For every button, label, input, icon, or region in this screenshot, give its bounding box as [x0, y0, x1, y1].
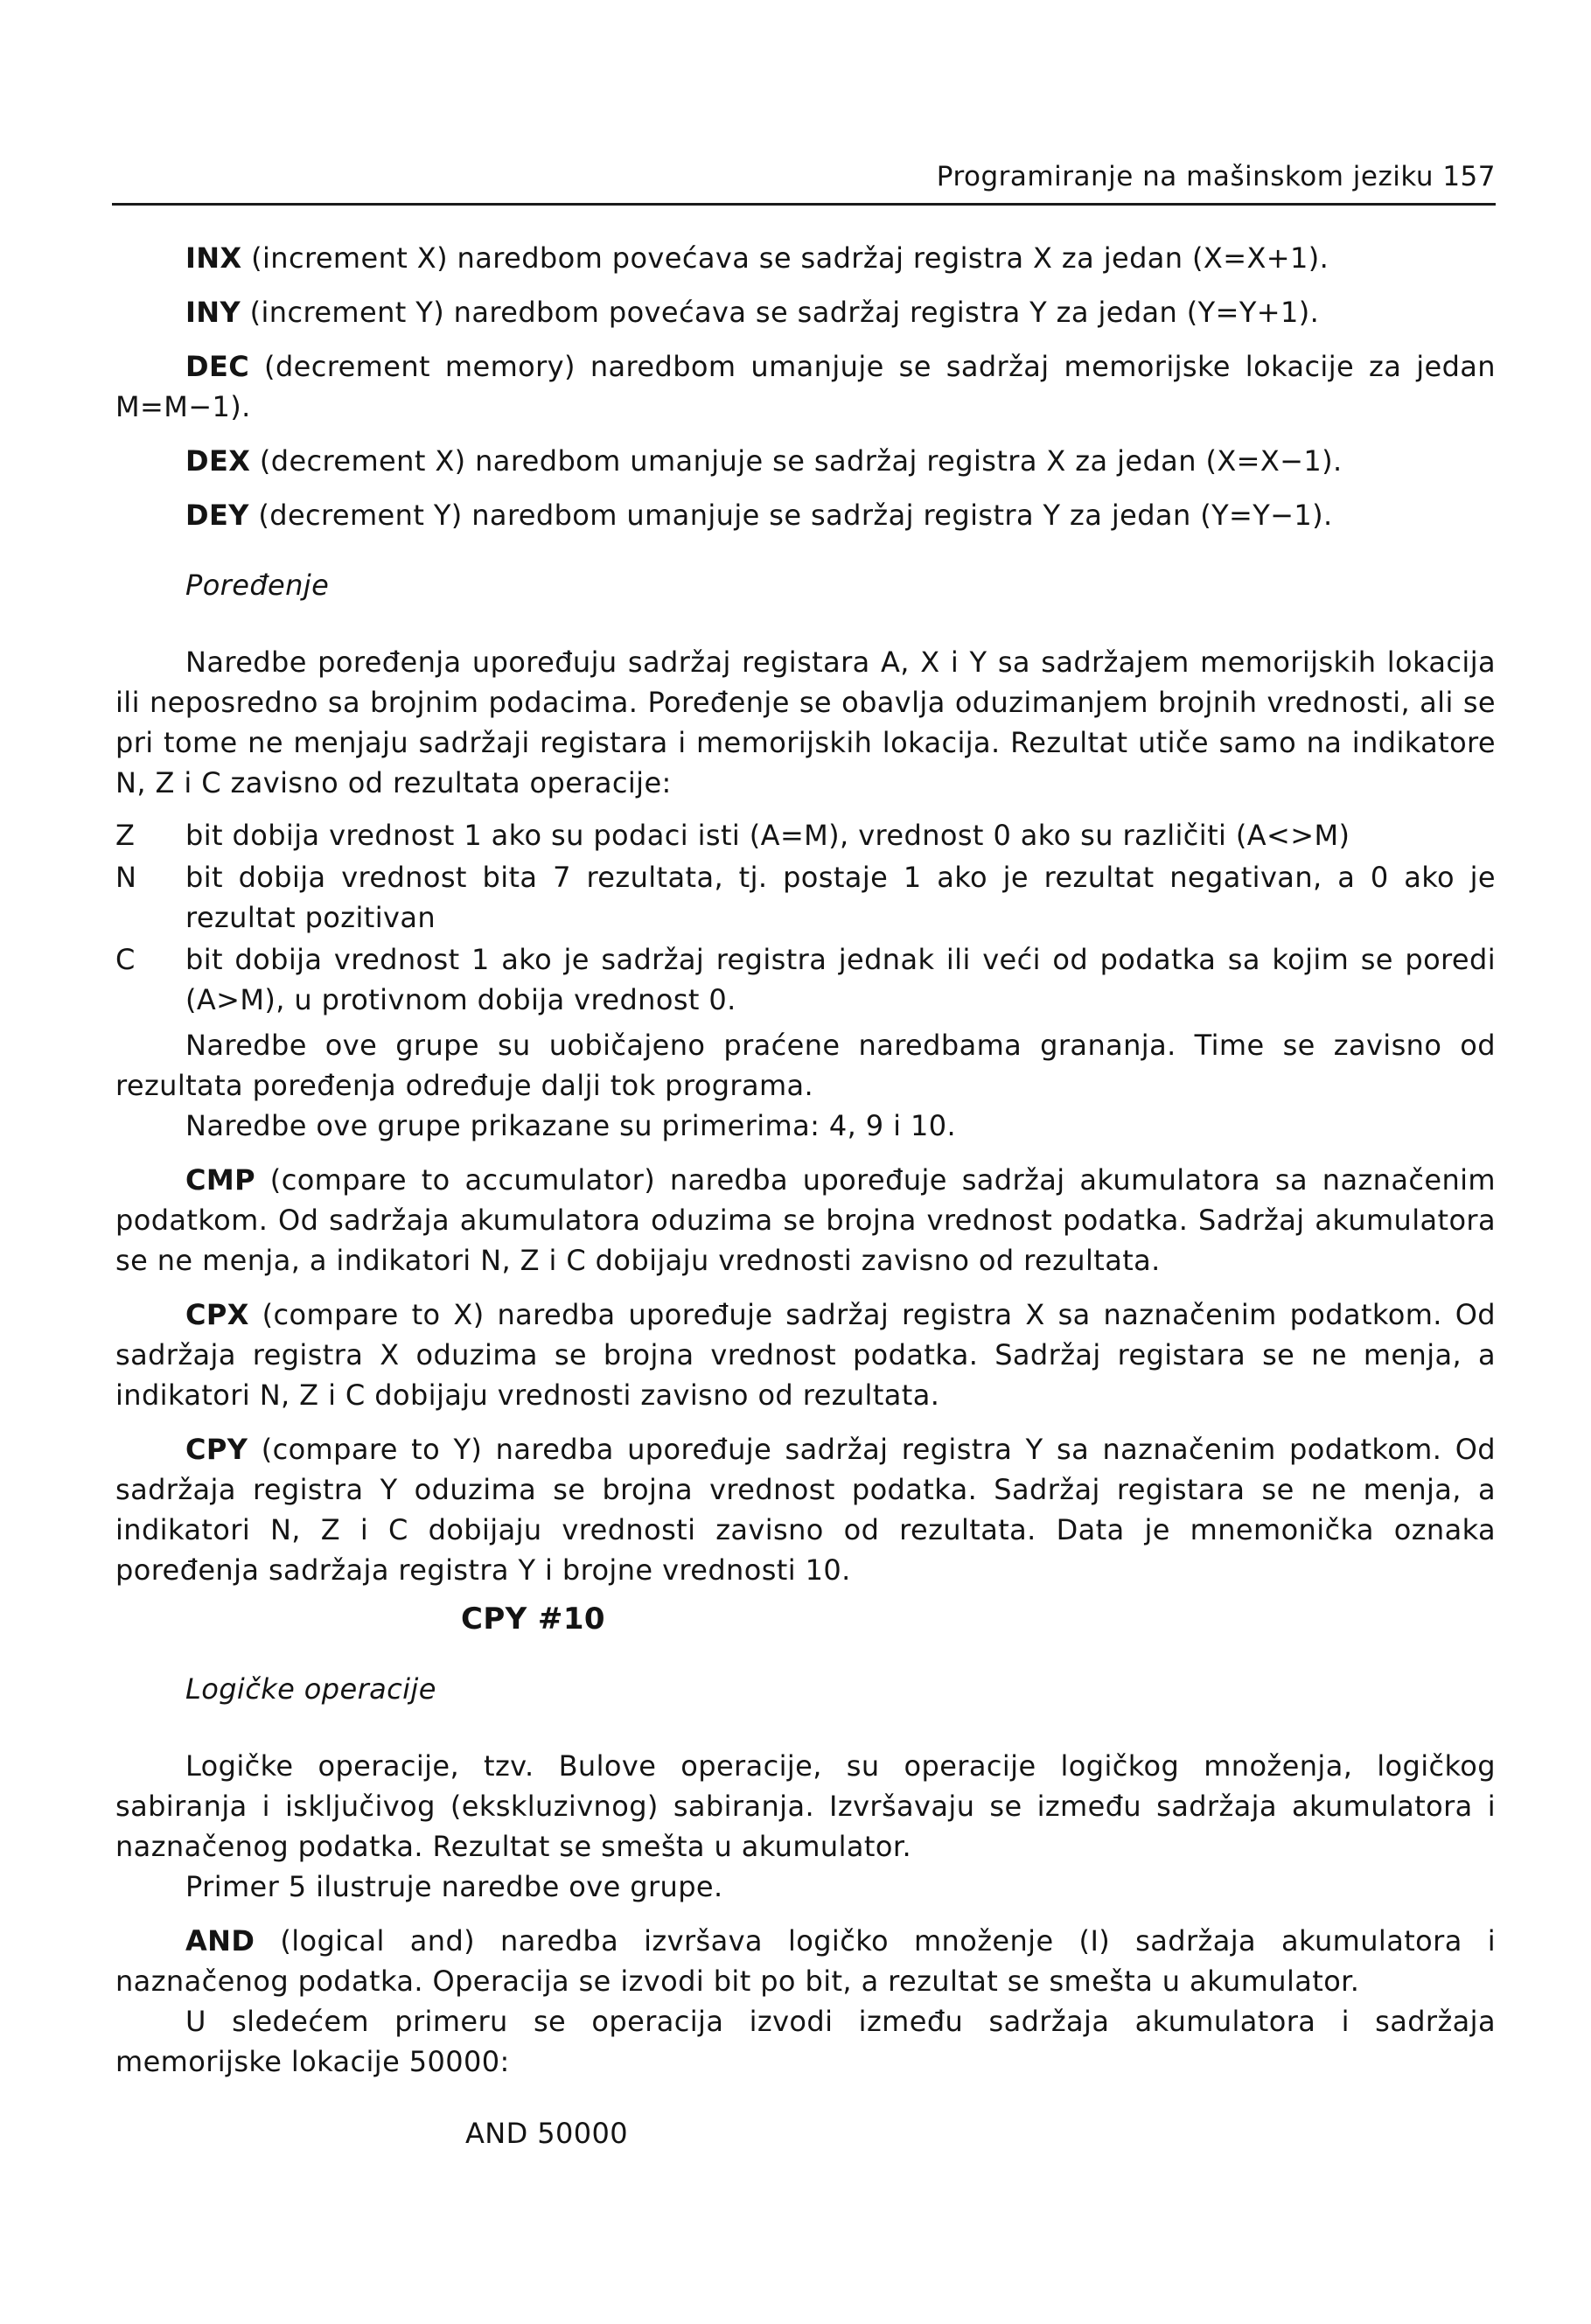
para-inx: [115, 238, 1496, 278]
keyword-dey: DEY: [185, 499, 249, 532]
code-example-and: AND 50000: [465, 2117, 629, 2150]
flag-item-z: [115, 815, 1496, 855]
para-branching-note: Naredbe ove grupe su uobičajeno praćene naredbama grananja. Time se zavisno od rezultata poređenja određuje dalji tok programa.: [115, 1029, 1496, 1102]
para-cpx: [115, 1295, 1496, 1415]
running-head: Programiranje na mašinskom jeziku 157: [936, 161, 1496, 192]
text-iny: (increment Y) naredbom povećava se sadržaj registra Y za jedan (Y=Y+1).: [241, 296, 1320, 329]
flag-description: bit dobija vrednost 1 ako je sadržaj registra jednak ili veći od podatka sa kojim se poredi (A>M), u protivnom dobija vrednost 0.: [185, 943, 1496, 1016]
text-dec: (decrement memory) naredbom umanjuje se sadržaj memorijske lokacije za jedan M=M−1).: [115, 350, 1496, 423]
para-comparison-intro: Naredbe poređenja upoređuju sadržaj registara A, X i Y sa sadržajem memorijskih lokacija ili neposredno sa brojnim podacima. Poređenje se obavlja oduzimanjem brojnih vrednosti, ali se pri tome ne menjaju sadržaji registara i memorijskih lokacija. Rezultat utiče samo na indikatore N, Z i C zavisno od rezultata operacije:: [115, 646, 1496, 799]
text-cpy: (compare to Y) naredba upoređuje sadržaj registra Y sa naznačenim podatkom. Od sadržaja registra Y oduzima se brojna vrednost podatka. Sadržaj registara se ne menja, a indikatori N, Z i C dobijaju vrednosti zavisno od rezultata. Data je mnemonička oznaka poređenja sadržaja registra Y i brojne vrednosti 10.: [115, 1433, 1496, 1587]
flag-letter: N: [115, 861, 137, 894]
para-logic-intro: Logičke operacije, tzv. Bulove operacije, su operacije logičkog množenja, logičkog sabiranja i isključivog (ekskluzivnog) sabiranja. Izvršavaju se između sadržaja akumulatora i naznačenog podatka. Rezultat se smešta u akumulator.: [115, 1749, 1496, 1863]
keyword-cmp: CMP: [185, 1163, 255, 1197]
keyword-dec: DEC: [185, 350, 250, 383]
flag-letter: C: [115, 943, 136, 976]
text-dey: (decrement Y) naredbom umanjuje se sadržaj registra Y za jedan (Y=Y−1).: [248, 499, 1333, 532]
para-dey: [115, 495, 1496, 535]
page-header: [112, 157, 1496, 206]
para-and-example: U sledećem primeru se operacija izvodi između sadržaja akumulatora i sadržaja memorijske lokacije 50000:: [115, 2005, 1496, 2078]
para-and: [115, 1921, 1496, 2001]
text-inx: (increment X) naredbom povećava se sadržaj registra X za jedan (X=X+1).: [241, 241, 1329, 275]
code-example-cpy: CPY #10: [461, 1602, 605, 1637]
para-logic-example-note: Primer 5 ilustruje naredbe ove grupe.: [185, 1870, 723, 1903]
para-examples-note: Naredbe ove grupe prikazane su primerima: 4, 9 i 10.: [185, 1109, 957, 1142]
keyword-cpy: CPY: [185, 1433, 248, 1466]
page-content: [115, 238, 1496, 2153]
flag-letter: Z: [115, 819, 136, 852]
flag-list: [115, 815, 1496, 1020]
para-dec: [115, 346, 1496, 427]
flag-item-c: [115, 939, 1496, 1020]
text-cpx: (compare to X) naredba upoređuje sadržaj registra X sa naznačenim podatkom. Od sadržaja registra X oduzima se brojna vrednost podatka. Sadržaj registara se ne menja, a indikatori N, Z i C dobijaju vrednosti zavisno od rezultata.: [115, 1298, 1496, 1412]
flag-description: bit dobija vrednost 1 ako su podaci isti (A=M), vrednost 0 ako su različiti (A<>M): [185, 819, 1350, 852]
para-cmp: [115, 1160, 1496, 1281]
text-dex: (decrement X) naredbom umanjuje se sadržaj registra X za jedan (X=X−1).: [250, 444, 1343, 478]
section-heading-logic: Logičke operacije: [185, 1672, 436, 1706]
keyword-iny: INY: [185, 296, 241, 329]
flag-description: bit dobija vrednost bita 7 rezultata, tj. postaje 1 ako je rezultat negativan, a 0 ako je rezultat pozitivan: [185, 861, 1496, 934]
section-heading-comparison: Poređenje: [185, 569, 330, 602]
keyword-dex: DEX: [185, 444, 251, 478]
keyword-and: AND: [185, 1924, 255, 1958]
keyword-inx: INX: [185, 241, 242, 275]
text-and: (logical and) naredba izvršava logičko množenje (I) sadržaja akumulatora i naznačenog podatka. Operacija se izvodi bit po bit, a rezultat se smešta u akumulator.: [115, 1924, 1496, 1998]
keyword-cpx: CPX: [185, 1298, 249, 1331]
para-dex: [115, 441, 1496, 481]
para-cpy: [115, 1429, 1496, 1590]
para-iny: [115, 292, 1496, 332]
text-cmp: (compare to accumulator) naredba upoređuje sadržaj akumulatora sa naznačenim podatkom. Od sadržaja akumulatora oduzima se brojna vrednost podatka. Sadržaj akumulatora se ne menja, a indikatori N, Z i C dobijaju vrednosti zavisno od rezultata.: [115, 1163, 1496, 1277]
flag-item-n: [115, 857, 1496, 938]
